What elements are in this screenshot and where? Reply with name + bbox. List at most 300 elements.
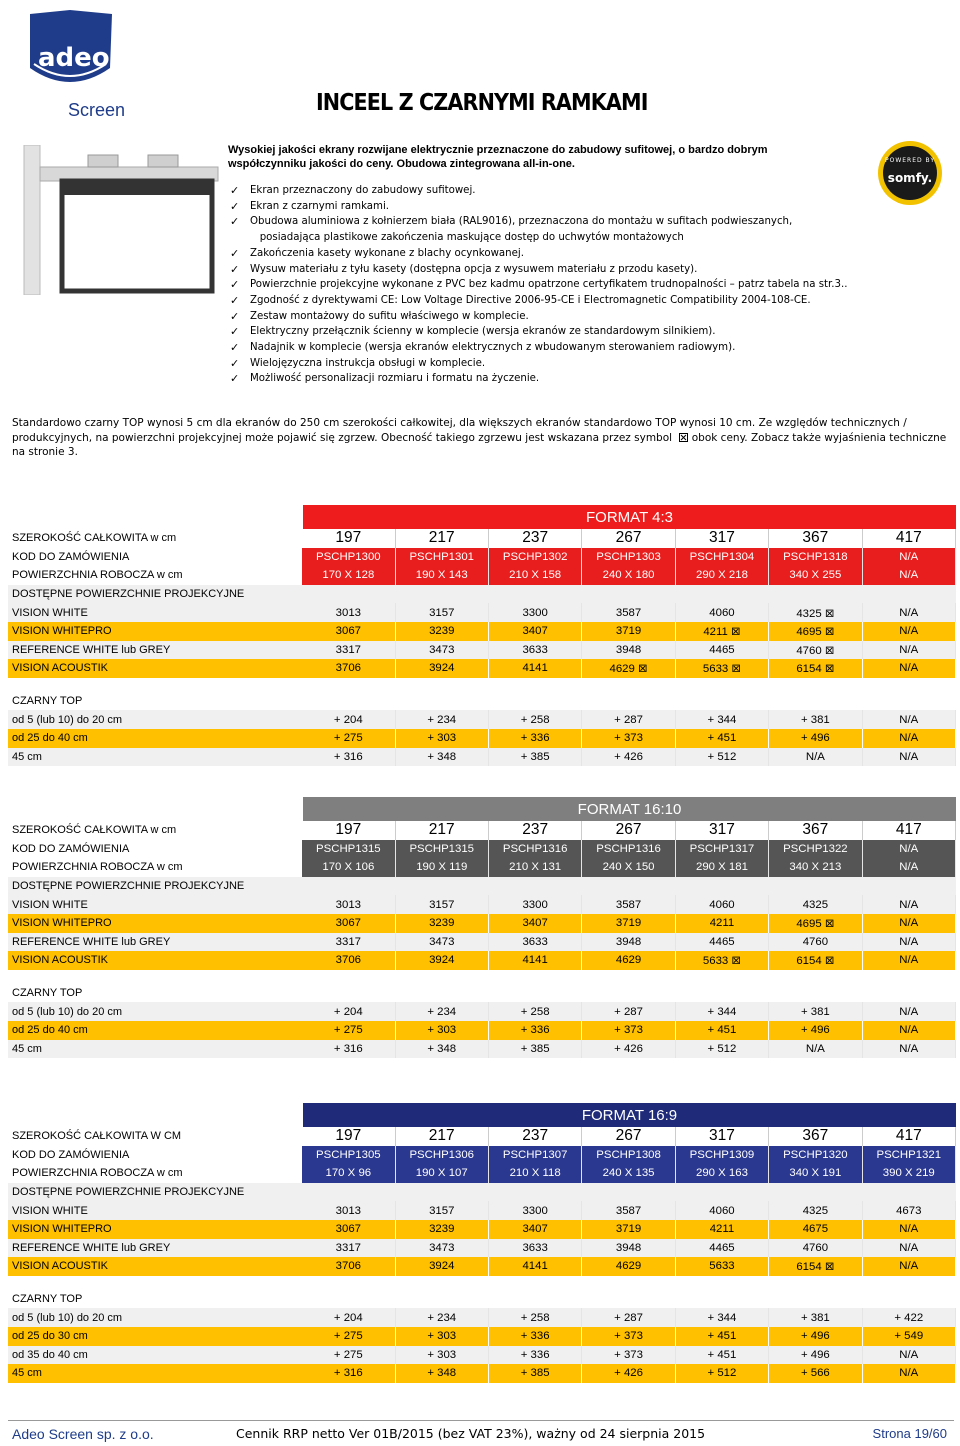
price-cell: + 316 bbox=[302, 1040, 395, 1059]
price-cell: + 385 bbox=[489, 748, 582, 767]
price-cell: N/A bbox=[863, 840, 956, 859]
order-code-row bbox=[8, 840, 956, 859]
price-cell: 4465 bbox=[676, 1239, 769, 1258]
black-top-row bbox=[8, 748, 956, 767]
feature-text: Wysuw materiału z tyłu kasety (dostępna opcja z wysuwem materiału z przodu kasety). bbox=[250, 263, 698, 275]
price-cell: + 451 bbox=[676, 1346, 769, 1365]
price-cell: 3924 bbox=[396, 1257, 489, 1276]
price-cell: 340 X 255 bbox=[769, 566, 862, 585]
price-cell: 4760 bbox=[769, 933, 862, 952]
row-label: od 25 do 40 cm bbox=[8, 729, 302, 748]
feature-item bbox=[230, 309, 847, 325]
price-cell: + 496 bbox=[769, 1346, 862, 1365]
price-cell: 5633 ⊠ bbox=[676, 659, 769, 678]
black-top-section-row bbox=[8, 984, 956, 1003]
row-label: REFERENCE WHITE lub GREY bbox=[8, 933, 302, 952]
price-cell: N/A bbox=[863, 895, 956, 914]
somfy-badge bbox=[877, 140, 943, 206]
price-cell: + 336 bbox=[489, 1327, 582, 1346]
price-cell: PSCHP1316 bbox=[489, 840, 582, 859]
price-cell: 3719 bbox=[582, 1220, 675, 1239]
price-cell: 3317 bbox=[302, 933, 395, 952]
surfaces-section-row bbox=[8, 877, 956, 896]
price-cell: + 204 bbox=[302, 710, 395, 729]
row-label: DOSTĘPNE POWIERZCHNIE PROJEKCYJNE bbox=[8, 585, 303, 604]
price-cell: 4695 ⊠ bbox=[769, 622, 862, 641]
price-cell: 4465 bbox=[676, 933, 769, 952]
working-area-row bbox=[8, 1164, 956, 1183]
price-cell: 190 X 143 bbox=[396, 566, 489, 585]
price-cell: + 303 bbox=[396, 729, 489, 748]
feature-text: Powierzchnie projekcyjne wykonane z PVC bez kadmu opatrzone certyfikatem trudnopalności – patrz tabela na str.3.. bbox=[250, 279, 848, 291]
price-cell: + 336 bbox=[489, 1021, 582, 1040]
price-cell: 3300 bbox=[489, 603, 582, 622]
width-row bbox=[8, 821, 956, 840]
price-cell: 6154 ⊠ bbox=[769, 1257, 862, 1276]
price-cell: 340 X 213 bbox=[769, 858, 862, 877]
price-cell: PSCHP1301 bbox=[396, 548, 489, 567]
price-cell: 170 X 128 bbox=[302, 566, 395, 585]
feature-item bbox=[230, 340, 847, 356]
price-cell: 4141 bbox=[489, 1257, 582, 1276]
price-cell: + 303 bbox=[396, 1327, 489, 1346]
format-header-spacer bbox=[8, 1103, 303, 1127]
price-cell: 197 bbox=[302, 529, 395, 548]
row-label: POWIERZCHNIA ROBOCZA w cm bbox=[12, 1167, 183, 1180]
price-cell: N/A bbox=[863, 566, 956, 585]
price-cell: + 336 bbox=[489, 1346, 582, 1365]
price-cell: + 426 bbox=[582, 1040, 675, 1059]
logo-sub: Screen bbox=[68, 100, 124, 120]
working-area-row bbox=[8, 566, 956, 585]
price-cell: N/A bbox=[769, 748, 862, 767]
price-cell: 170 X 96 bbox=[302, 1164, 395, 1183]
price-cell: 3719 bbox=[582, 622, 675, 641]
format-header bbox=[8, 1103, 956, 1127]
row-label: KOD DO ZAMÓWIENIA bbox=[12, 842, 130, 855]
feature-item bbox=[230, 199, 847, 215]
price-cell: 3706 bbox=[302, 951, 395, 970]
section-gap bbox=[8, 1276, 956, 1290]
row-label: VISION ACOUSTIK bbox=[8, 1257, 302, 1276]
price-cell: 4695 ⊠ bbox=[769, 914, 862, 933]
price-cell: 4141 bbox=[489, 659, 582, 678]
price-cell: 267 bbox=[582, 529, 675, 548]
price-cell: 4325 bbox=[769, 895, 862, 914]
note-part-a: Standardowo czarny TOP wynosi 5 cm dla ekranów do 250 cm szerokości całkowitej, dla większych ekranów standardowo TOP wynosi 10 cm. Ze względów technicznych / produkcyjnych, na powierzchni projekcyjnej może pojawić się zgrzew. Obecność takiego zgrzewu jest wskazana przez symbol bbox=[12, 417, 907, 444]
feature-text: Nadajnik w komplecie (wersja ekranów elektrycznych z wbudowanym sterowaniem radiowym). bbox=[250, 342, 736, 354]
row-label: CZARNY TOP bbox=[12, 987, 83, 1000]
product-image bbox=[18, 145, 228, 295]
row-label: VISION WHITE bbox=[8, 895, 302, 914]
price-cell: PSCHP1309 bbox=[676, 1146, 769, 1165]
price-cell: + 275 bbox=[302, 1346, 395, 1365]
price-cell: N/A bbox=[863, 858, 956, 877]
price-cell: 3633 bbox=[489, 641, 582, 660]
price-cell: + 316 bbox=[302, 748, 395, 767]
price-cell: + 234 bbox=[396, 1002, 489, 1021]
feature-text: Zestaw montażowy do sufitu właściwego w komplecie. bbox=[250, 310, 529, 322]
price-cell: PSCHP1306 bbox=[396, 1146, 489, 1165]
row-label: SZEROKOŚĆ CAŁKOWITA W CM bbox=[12, 1130, 182, 1143]
price-cell: 4760 ⊠ bbox=[769, 641, 862, 660]
feature-text: Ekran przeznaczony do zabudowy sufitowej. bbox=[250, 185, 476, 196]
row-label: VISION ACOUSTIK bbox=[8, 951, 302, 970]
row-filler bbox=[303, 585, 956, 604]
price-cell: + 348 bbox=[396, 748, 489, 767]
price-cell: 217 bbox=[396, 529, 489, 548]
price-cell: 3157 bbox=[396, 895, 489, 914]
price-cell: PSCHP1321 bbox=[863, 1146, 956, 1165]
format-header-spacer bbox=[8, 505, 303, 529]
somfy-top: POWERED BY bbox=[884, 157, 936, 164]
price-cell: + 344 bbox=[676, 1002, 769, 1021]
price-cell: 3407 bbox=[489, 914, 582, 933]
weld-symbol-icon bbox=[679, 433, 688, 442]
black-top-row bbox=[8, 1327, 956, 1346]
black-top-row bbox=[8, 1364, 956, 1383]
price-cell: 217 bbox=[396, 821, 489, 840]
price-cell: N/A bbox=[863, 1346, 956, 1365]
feature-text: Elektryczny przełącznik ścienny w komplecie (wersja ekranów ze standardowym silnikiem). bbox=[250, 326, 716, 338]
price-cell: + 348 bbox=[396, 1040, 489, 1059]
price-cell: + 496 bbox=[769, 1327, 862, 1346]
price-cell: + 451 bbox=[676, 1327, 769, 1346]
feature-item bbox=[230, 324, 847, 340]
price-cell: 3300 bbox=[489, 1201, 582, 1220]
price-cell: N/A bbox=[863, 951, 956, 970]
price-cell: + 344 bbox=[676, 1308, 769, 1327]
row-label: POWIERZCHNIA ROBOCZA w cm bbox=[12, 861, 183, 874]
price-cell: + 234 bbox=[396, 1308, 489, 1327]
price-cell: 3473 bbox=[396, 1239, 489, 1258]
price-cell: 217 bbox=[396, 1127, 489, 1146]
price-cell: PSCHP1305 bbox=[302, 1146, 395, 1165]
price-cell: 290 X 163 bbox=[676, 1164, 769, 1183]
somfy-name: somfy. bbox=[887, 171, 933, 185]
price-cell: 367 bbox=[769, 821, 862, 840]
price-cell: 4141 bbox=[489, 951, 582, 970]
price-cell: + 426 bbox=[582, 1364, 675, 1383]
row-label: VISION ACOUSTIK bbox=[8, 659, 302, 678]
row-label: VISION WHITE bbox=[8, 603, 302, 622]
price-cell: 3587 bbox=[582, 1201, 675, 1220]
price-cell: + 549 bbox=[863, 1327, 956, 1346]
row-filler bbox=[303, 984, 956, 1003]
price-cell: + 275 bbox=[302, 1021, 395, 1040]
price-cell: 197 bbox=[302, 821, 395, 840]
price-cell: 317 bbox=[676, 529, 769, 548]
price-cell: 3239 bbox=[396, 914, 489, 933]
format-title: FORMAT 16:10 bbox=[303, 797, 956, 821]
price-cell: N/A bbox=[863, 622, 956, 641]
price-cell: 4325 ⊠ bbox=[769, 603, 862, 622]
price-cell: 240 X 180 bbox=[582, 566, 675, 585]
price-cell: 4211 bbox=[676, 914, 769, 933]
price-cell: 3157 bbox=[396, 603, 489, 622]
row-label: VISION WHITEPRO bbox=[8, 622, 302, 641]
black-top-row bbox=[8, 1021, 956, 1040]
price-cell: + 422 bbox=[863, 1308, 956, 1327]
format-title: FORMAT 16:9 bbox=[303, 1103, 956, 1127]
price-cell: + 373 bbox=[582, 1327, 675, 1346]
row-label: REFERENCE WHITE lub GREY bbox=[8, 641, 302, 660]
surface-row bbox=[8, 933, 956, 952]
row-filler bbox=[303, 877, 956, 896]
price-cell: PSCHP1320 bbox=[769, 1146, 862, 1165]
price-cell: 267 bbox=[582, 821, 675, 840]
price-cell: 170 X 106 bbox=[302, 858, 395, 877]
feature-text: Wielojęzyczna instrukcja obsługi w komplecie. bbox=[250, 357, 486, 369]
row-label: od 25 do 30 cm bbox=[8, 1327, 302, 1346]
row-label: od 35 do 40 cm bbox=[8, 1346, 302, 1365]
section-gap bbox=[8, 970, 956, 984]
surface-row bbox=[8, 641, 956, 660]
price-cell: 4465 bbox=[676, 641, 769, 660]
row-label: VISION WHITE bbox=[8, 1201, 302, 1220]
footer-page-number: Strona 19/60 bbox=[872, 1426, 947, 1441]
price-cell: N/A bbox=[863, 1220, 956, 1239]
price-cell: + 566 bbox=[769, 1364, 862, 1383]
price-cell: + 385 bbox=[489, 1364, 582, 1383]
price-cell: N/A bbox=[863, 1257, 956, 1276]
price-cell: N/A bbox=[863, 548, 956, 567]
order-code-row bbox=[8, 548, 956, 567]
page-title: INCEEL Z CZARNYMI RAMKAMI bbox=[316, 90, 648, 116]
note-part-b: obok ceny. Zobacz także wyjaśnienia techniczne na stronie 3. bbox=[12, 431, 947, 458]
price-cell: + 275 bbox=[302, 729, 395, 748]
price-cell: + 258 bbox=[489, 1002, 582, 1021]
price-cell: + 344 bbox=[676, 710, 769, 729]
price-cell: 4675 bbox=[769, 1220, 862, 1239]
price-cell: PSCHP1317 bbox=[676, 840, 769, 859]
price-cell: 3948 bbox=[582, 1239, 675, 1258]
row-label: SZEROKOŚĆ CAŁKOWITA w cm bbox=[12, 824, 177, 837]
row-filler bbox=[303, 692, 956, 711]
row-label: od 5 (lub 10) do 20 cm bbox=[8, 1002, 302, 1021]
surface-row bbox=[8, 603, 956, 622]
price-cell: + 287 bbox=[582, 1308, 675, 1327]
price-cell: 3719 bbox=[582, 914, 675, 933]
price-cell: 3633 bbox=[489, 1239, 582, 1258]
check-icon: ✓ bbox=[230, 262, 240, 276]
price-cell: 240 X 150 bbox=[582, 858, 675, 877]
price-cell: + 303 bbox=[396, 1021, 489, 1040]
black-top-section-row bbox=[8, 1290, 956, 1309]
price-cell: 5633 bbox=[676, 1257, 769, 1276]
feature-text: Zgodność z dyrektywami CE: Low Voltage Directive 2006-95-CE i Electromagnetic Compatibility 2004-108-CE. bbox=[250, 294, 811, 306]
price-cell: PSCHP1300 bbox=[302, 548, 395, 567]
row-label: od 5 (lub 10) do 20 cm bbox=[8, 1308, 302, 1327]
feature-item bbox=[230, 246, 847, 262]
row-label: CZARNY TOP bbox=[12, 695, 83, 708]
price-cell: 3317 bbox=[302, 1239, 395, 1258]
price-cell: N/A bbox=[863, 603, 956, 622]
price-cell: 4211 ⊠ bbox=[676, 622, 769, 641]
price-cell: 210 X 118 bbox=[489, 1164, 582, 1183]
surfaces-section-row bbox=[8, 585, 956, 604]
price-cell: 3473 bbox=[396, 641, 489, 660]
price-cell: + 373 bbox=[582, 1346, 675, 1365]
price-cell: 417 bbox=[863, 529, 956, 548]
price-cell: PSCHP1303 bbox=[582, 548, 675, 567]
price-cell: + 204 bbox=[302, 1308, 395, 1327]
price-cell: 4211 bbox=[676, 1220, 769, 1239]
logo-text: adeo bbox=[38, 43, 110, 73]
price-cell: 4060 bbox=[676, 895, 769, 914]
price-cell: 5633 ⊠ bbox=[676, 951, 769, 970]
price-cell: + 496 bbox=[769, 1021, 862, 1040]
order-code-row bbox=[8, 1146, 956, 1165]
footer-price-list: Cennik RRP netto Ver 01B/2015 (bez VAT 23%), ważny od 24 sierpnia 2015 bbox=[236, 1426, 706, 1441]
feature-item bbox=[230, 262, 847, 278]
section-gap bbox=[8, 678, 956, 692]
width-row bbox=[8, 529, 956, 548]
black-top-row bbox=[8, 1308, 956, 1327]
price-cell: + 451 bbox=[676, 1021, 769, 1040]
price-cell: + 451 bbox=[676, 729, 769, 748]
adeo-logo-icon bbox=[16, 4, 124, 122]
price-cell: 237 bbox=[489, 821, 582, 840]
price-cell: N/A bbox=[863, 748, 956, 767]
row-label: KOD DO ZAMÓWIENIA bbox=[12, 1148, 130, 1161]
price-cell: 210 X 131 bbox=[489, 858, 582, 877]
price-cell: N/A bbox=[863, 914, 956, 933]
row-label: KOD DO ZAMÓWIENIA bbox=[12, 550, 130, 563]
price-cell: + 496 bbox=[769, 729, 862, 748]
surface-row bbox=[8, 622, 956, 641]
price-cell: PSCHP1316 bbox=[582, 840, 675, 859]
price-cell: 4060 bbox=[676, 1201, 769, 1220]
check-icon: ✓ bbox=[230, 199, 240, 213]
price-cell: + 287 bbox=[582, 710, 675, 729]
price-cell: 317 bbox=[676, 1127, 769, 1146]
price-cell: 4760 bbox=[769, 1239, 862, 1258]
price-cell: 3587 bbox=[582, 895, 675, 914]
price-cell: 3239 bbox=[396, 1220, 489, 1239]
format-header bbox=[8, 505, 956, 529]
feature-item bbox=[230, 183, 847, 199]
price-cell: N/A bbox=[863, 641, 956, 660]
price-cell: + 373 bbox=[582, 1021, 675, 1040]
price-cell: + 381 bbox=[769, 1308, 862, 1327]
surface-row bbox=[8, 951, 956, 970]
feature-item bbox=[230, 371, 847, 387]
price-table bbox=[8, 797, 956, 1058]
price-cell: + 512 bbox=[676, 748, 769, 767]
row-label: POWIERZCHNIA ROBOCZA w cm bbox=[12, 569, 183, 582]
row-label: VISION WHITEPRO bbox=[8, 914, 302, 933]
price-cell: N/A bbox=[863, 933, 956, 952]
price-cell: 3013 bbox=[302, 1201, 395, 1220]
price-cell: 4629 bbox=[582, 1257, 675, 1276]
surface-row bbox=[8, 1201, 956, 1220]
price-cell: + 287 bbox=[582, 1002, 675, 1021]
row-label: 45 cm bbox=[8, 748, 302, 767]
price-cell: N/A bbox=[769, 1040, 862, 1059]
price-cell: + 275 bbox=[302, 1327, 395, 1346]
price-cell: 4325 bbox=[769, 1201, 862, 1220]
price-cell: 197 bbox=[302, 1127, 395, 1146]
price-cell: N/A bbox=[863, 1239, 956, 1258]
price-cell: 390 X 219 bbox=[863, 1164, 956, 1183]
price-cell: + 512 bbox=[676, 1364, 769, 1383]
price-cell: 3067 bbox=[302, 914, 395, 933]
price-table bbox=[8, 1103, 956, 1383]
feature-text: Ekran z czarnymi ramkami. bbox=[250, 200, 390, 212]
footer-company: Adeo Screen sp. z o.o. bbox=[12, 1426, 154, 1442]
row-label: 45 cm bbox=[8, 1040, 302, 1059]
check-icon: ✓ bbox=[230, 356, 240, 370]
price-cell: PSCHP1315 bbox=[396, 840, 489, 859]
check-icon: ✓ bbox=[230, 293, 240, 307]
price-cell: 237 bbox=[489, 1127, 582, 1146]
feature-item bbox=[230, 356, 847, 372]
price-cell: + 512 bbox=[676, 1040, 769, 1059]
check-icon: ✓ bbox=[230, 309, 240, 323]
surface-row bbox=[8, 659, 956, 678]
price-cell: PSCHP1318 bbox=[769, 548, 862, 567]
row-filler bbox=[303, 1290, 956, 1309]
price-cell: 3587 bbox=[582, 603, 675, 622]
price-cell: + 426 bbox=[582, 748, 675, 767]
width-row bbox=[8, 1127, 956, 1146]
price-cell: 210 X 158 bbox=[489, 566, 582, 585]
price-cell: 3239 bbox=[396, 622, 489, 641]
surface-row bbox=[8, 1220, 956, 1239]
format-title: FORMAT 4:3 bbox=[303, 505, 956, 529]
feature-text: Możliwość personalizacji rozmiaru i formatu na życzenie. bbox=[250, 373, 540, 385]
row-filler bbox=[303, 1183, 956, 1202]
price-cell: 3948 bbox=[582, 933, 675, 952]
price-cell: 340 X 191 bbox=[769, 1164, 862, 1183]
check-icon: ✓ bbox=[230, 372, 240, 386]
row-label: CZARNY TOP bbox=[12, 1293, 83, 1306]
somfy-logo-icon bbox=[877, 140, 943, 206]
row-label: VISION WHITEPRO bbox=[8, 1220, 302, 1239]
price-cell: 3317 bbox=[302, 641, 395, 660]
black-top-row bbox=[8, 1040, 956, 1059]
check-icon: ✓ bbox=[230, 325, 240, 339]
price-cell: 3924 bbox=[396, 951, 489, 970]
black-top-row bbox=[8, 1346, 956, 1365]
price-cell: 417 bbox=[863, 1127, 956, 1146]
price-cell: + 348 bbox=[396, 1364, 489, 1383]
price-cell: 240 X 135 bbox=[582, 1164, 675, 1183]
row-label: od 5 (lub 10) do 20 cm bbox=[8, 710, 302, 729]
price-cell: 6154 ⊠ bbox=[769, 659, 862, 678]
price-cell: 367 bbox=[769, 1127, 862, 1146]
price-cell: 237 bbox=[489, 529, 582, 548]
check-icon: ✓ bbox=[230, 246, 240, 260]
row-label: od 25 do 40 cm bbox=[8, 1021, 302, 1040]
price-cell: 290 X 181 bbox=[676, 858, 769, 877]
intro-text: Wysokiej jakości ekrany rozwijane elektrycznie przeznaczone do zabudowy sufitowej, o bardzo dobrym współczynniku jakości do ceny. Obudowa zintegrowana all-in-one. bbox=[228, 144, 768, 170]
price-cell: N/A bbox=[863, 729, 956, 748]
footer-divider bbox=[8, 1420, 954, 1421]
price-cell: N/A bbox=[863, 1364, 956, 1383]
price-cell: 4629 bbox=[582, 951, 675, 970]
price-cell: 3067 bbox=[302, 1220, 395, 1239]
working-area-row bbox=[8, 858, 956, 877]
price-cell: 3407 bbox=[489, 622, 582, 641]
surfaces-section-row bbox=[8, 1183, 956, 1202]
row-label: DOSTĘPNE POWIERZCHNIE PROJEKCYJNE bbox=[8, 877, 303, 896]
price-cell: 3706 bbox=[302, 1257, 395, 1276]
check-icon: ✓ bbox=[230, 341, 240, 355]
price-cell: + 373 bbox=[582, 729, 675, 748]
price-cell: + 204 bbox=[302, 1002, 395, 1021]
